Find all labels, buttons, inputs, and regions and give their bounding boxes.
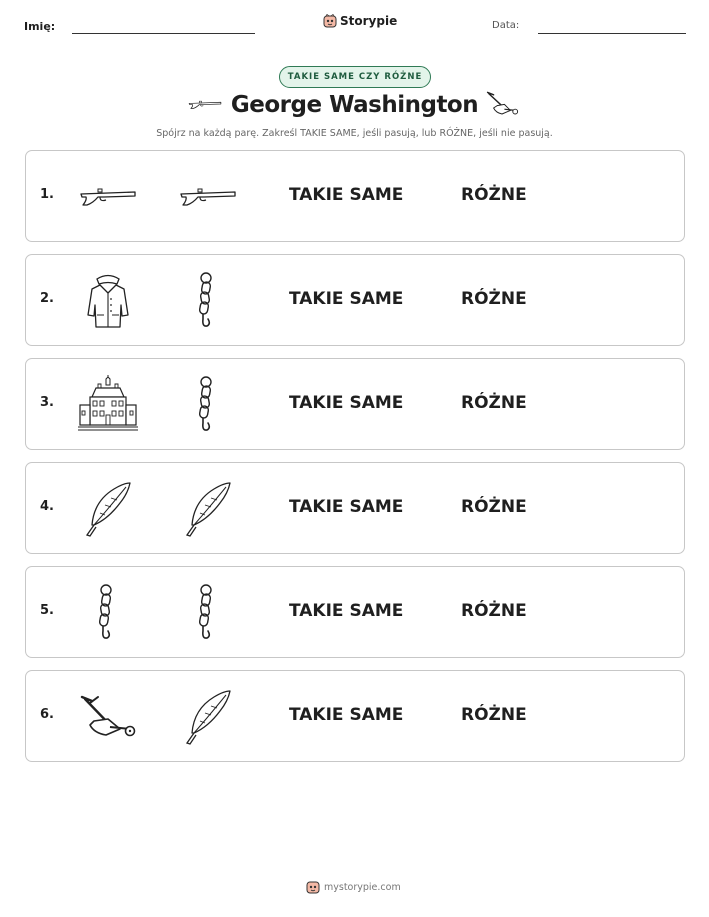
musket-icon (178, 167, 238, 227)
quill-icon (78, 479, 138, 539)
musket-icon (78, 167, 138, 227)
page-title: George Washington (230, 92, 479, 118)
storypie-logo-icon (323, 14, 337, 28)
footer-url[interactable]: mystorypie.com (324, 881, 401, 893)
row-number: 2. (40, 291, 54, 306)
coat-icon (78, 271, 138, 331)
option-same[interactable]: TAKIE SAME (289, 393, 404, 413)
worksheet-type-badge: TAKIE SAME CZY RÓŻNE (279, 66, 431, 88)
option-different[interactable]: RÓŻNE (461, 497, 527, 517)
chain-icon (178, 583, 238, 643)
option-different[interactable]: RÓŻNE (461, 393, 527, 413)
brand-logo (323, 14, 397, 28)
row-number: 3. (40, 395, 54, 410)
pair-row-3 (25, 358, 685, 450)
option-different[interactable]: RÓŻNE (461, 185, 527, 205)
option-same[interactable]: TAKIE SAME (289, 185, 404, 205)
option-different[interactable]: RÓŻNE (461, 601, 527, 621)
storypie-logo-icon (306, 880, 320, 894)
mansion-icon (78, 375, 138, 435)
quill-icon (178, 687, 238, 747)
chain-icon (78, 583, 138, 643)
chain-icon (178, 271, 238, 331)
option-same[interactable]: TAKIE SAME (289, 497, 404, 517)
name-label: Imię: (24, 20, 56, 33)
row-number: 1. (40, 187, 54, 202)
row-number: 5. (40, 603, 54, 618)
option-different[interactable]: RÓŻNE (461, 289, 527, 309)
option-same[interactable]: TAKIE SAME (289, 289, 404, 309)
pair-row-5 (25, 566, 685, 658)
date-label: Data: (492, 20, 520, 31)
chain-icon (178, 375, 238, 435)
option-same[interactable]: TAKIE SAME (289, 705, 404, 725)
quill-icon (178, 479, 238, 539)
option-same[interactable]: TAKIE SAME (289, 601, 404, 621)
option-different[interactable]: RÓŻNE (461, 705, 527, 725)
brand-name: Storypie (340, 14, 398, 28)
row-number: 4. (40, 499, 54, 514)
instructions: Spójrz na każdą parę. Zakreśl TAKIE SAME, jeśli pasują, lub RÓŻNE, jeśli nie pasują. (156, 128, 553, 139)
pair-row-6 (25, 670, 685, 762)
plough-icon (78, 687, 138, 747)
row-number: 6. (40, 707, 54, 722)
pair-row-2 (25, 254, 685, 346)
footer (306, 880, 401, 894)
date-line[interactable] (538, 33, 686, 34)
pair-row-4 (25, 462, 685, 554)
plough-icon (484, 90, 520, 120)
name-line[interactable] (72, 33, 255, 34)
pair-row-1 (25, 150, 685, 242)
